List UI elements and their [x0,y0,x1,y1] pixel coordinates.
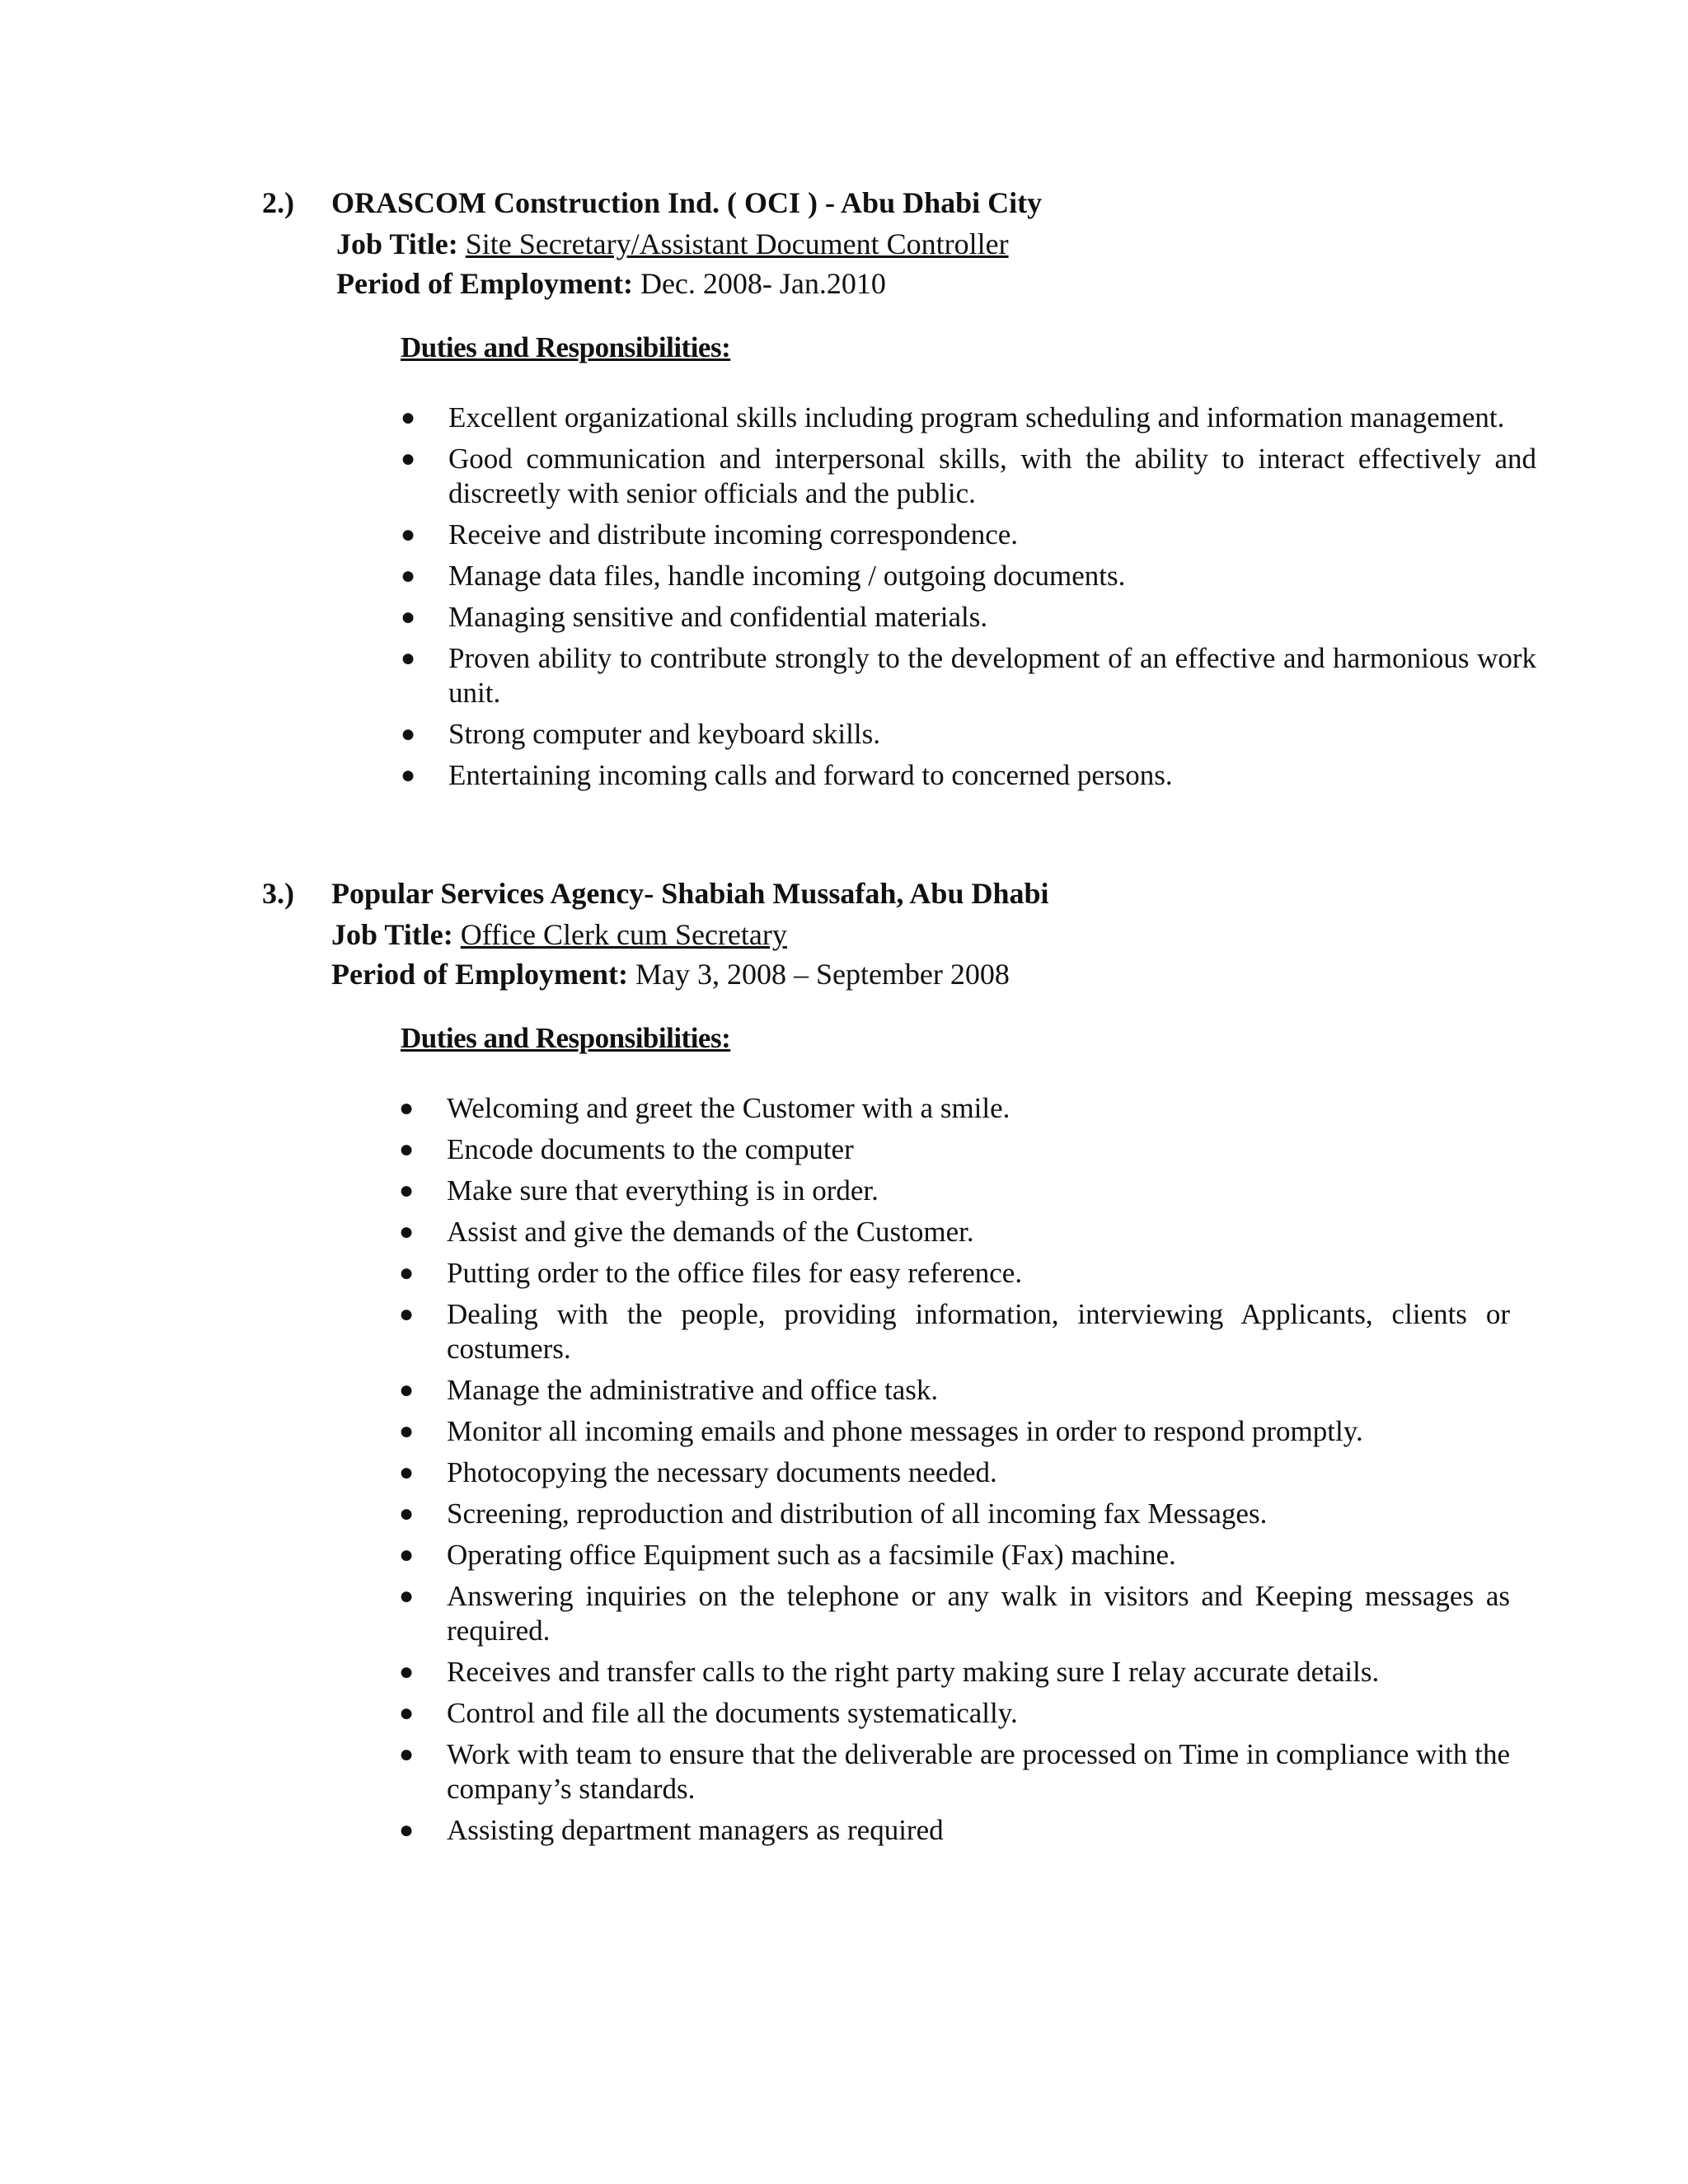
duty-text: Putting order to the office files for easy reference. [447,1257,1023,1289]
duty-item [262,1737,1510,1807]
duty-item [262,1696,1510,1731]
duties-list [262,401,1556,793]
duty-text: Welcoming and greet the Customer with a smile. [447,1092,1010,1124]
duty-text: Work with team to ensure that the deliverable are processed on Time in compliance with the company’s standards. [447,1738,1510,1805]
duty-text: Receives and transfer calls to the right party making sure I relay accurate details. [447,1656,1380,1688]
duty-item [262,1497,1510,1531]
job-title-value: Site Secretary/Assistant Document Controller [465,227,1009,260]
duty-text: Photocopying the necessary documents needed. [447,1456,997,1488]
duty-item [262,1414,1510,1449]
bullet-icon: ● [399,1500,415,1527]
bullet-icon: ● [401,445,416,472]
duty-item [262,1655,1510,1690]
bullet-icon: ● [399,1658,415,1685]
duty-item [262,758,1536,793]
bullet-icon: ● [399,1136,415,1163]
bullet-icon: ● [401,562,416,589]
duty-item [262,1256,1510,1291]
duty-text: Assist and give the demands of the Customer. [447,1216,974,1248]
period-line [262,264,1556,303]
bullet-icon: ● [399,1218,415,1245]
bullet-icon: ● [399,1259,415,1286]
bullet-icon: ● [399,1741,415,1768]
duty-text: Control and file all the documents systematically. [447,1697,1018,1729]
duty-item [262,1091,1510,1126]
bullet-icon: ● [401,720,416,748]
duty-text: Make sure that everything is in order. [447,1174,879,1207]
bullet-icon: ● [399,1699,415,1727]
bullet-icon: ● [399,1376,415,1404]
bullet-icon: ● [401,762,416,789]
period-value: Dec. 2008- Jan.2010 [640,267,886,300]
period-value: May 3, 2008 – September 2008 [635,958,1010,991]
duty-item [262,442,1536,511]
bullet-icon: ● [399,1816,415,1844]
bullet-icon: ● [401,603,416,630]
bullet-icon: ● [401,404,416,431]
duty-item [262,1373,1510,1408]
duties-heading: Duties and Responsibilities: [401,1022,731,1054]
bullet-icon: ● [401,521,416,548]
bullet-icon: ● [399,1459,415,1486]
job-number: 2.) [262,186,294,219]
duty-text: Strong computer and keyboard skills. [448,718,880,750]
duty-item [262,1132,1510,1167]
duty-text: Proven ability to contribute strongly to the development of an effective and harmonious work unit. [448,642,1536,709]
job-heading [262,181,1556,224]
period-label: Period of Employment: [331,958,628,991]
bullet-icon: ● [399,1541,415,1568]
duty-item [262,1538,1510,1572]
company-name: ORASCOM Construction Ind. ( OCI ) - Abu Dhabi City [331,186,1043,219]
job-title-label: Job Title: [336,227,458,260]
period-label: Period of Employment: [336,267,633,300]
duty-text: Operating office Equipment such as a facsimile (Fax) machine. [447,1539,1176,1571]
duty-item [262,518,1536,552]
duty-item [262,717,1536,752]
job-entry-orascom [262,181,1556,799]
duty-text: Managing sensitive and confidential materials. [448,601,988,633]
bullet-icon: ● [399,1418,415,1445]
period-line [262,954,1556,994]
duty-text: Assisting department managers as required [447,1814,944,1846]
duties-heading: Duties and Responsibilities: [401,331,731,363]
duty-item [262,1174,1510,1208]
job-title-line [262,915,1556,954]
bullet-icon: ● [399,1094,415,1122]
duty-text: Encode documents to the computer [447,1133,854,1165]
duty-text: Good communication and interpersonal skills, with the ability to interact effectively and discreetly with senior officials and the public. [448,443,1536,509]
duty-item [262,1455,1510,1490]
duty-text: Monitor all incoming emails and phone messages in order to respond promptly. [447,1415,1363,1447]
duty-item [262,600,1536,635]
duty-item [262,559,1536,593]
bullet-icon: ● [399,1301,415,1328]
duty-item [262,401,1536,435]
duties-list [262,1091,1556,1848]
job-entry-popular-services [262,872,1556,1854]
job-title-line [262,224,1556,264]
job-number: 3.) [262,877,294,910]
duty-text: Receive and distribute incoming correspondence. [448,518,1019,551]
duty-text: Entertaining incoming calls and forward to concerned persons. [448,759,1173,791]
duty-text: Screening, reproduction and distribution of all incoming fax Messages. [447,1497,1268,1530]
job-heading [262,872,1556,915]
duty-text: Manage the administrative and office task. [447,1374,939,1406]
duty-text: Excellent organizational skills including program scheduling and information management. [448,401,1505,434]
bullet-icon: ● [401,644,416,672]
duty-text: Answering inquiries on the telephone or any walk in visitors and Keeping messages as required. [447,1580,1510,1647]
duty-item [262,1215,1510,1249]
duty-item [262,1579,1510,1648]
company-name: Popular Services Agency- Shabiah Mussafah, Abu Dhabi [331,877,1049,910]
duty-text: Dealing with the people, providing information, interviewing Applicants, clients or costumers. [447,1298,1510,1365]
job-title-value: Office Clerk cum Secretary [460,918,787,951]
duty-text: Manage data files, handle incoming / outgoing documents. [448,560,1126,592]
job-title-label: Job Title: [331,918,453,951]
duty-item [262,641,1536,710]
duty-item [262,1813,1510,1848]
duty-item [262,1297,1510,1366]
bullet-icon: ● [399,1177,415,1204]
bullet-icon: ● [399,1582,415,1610]
